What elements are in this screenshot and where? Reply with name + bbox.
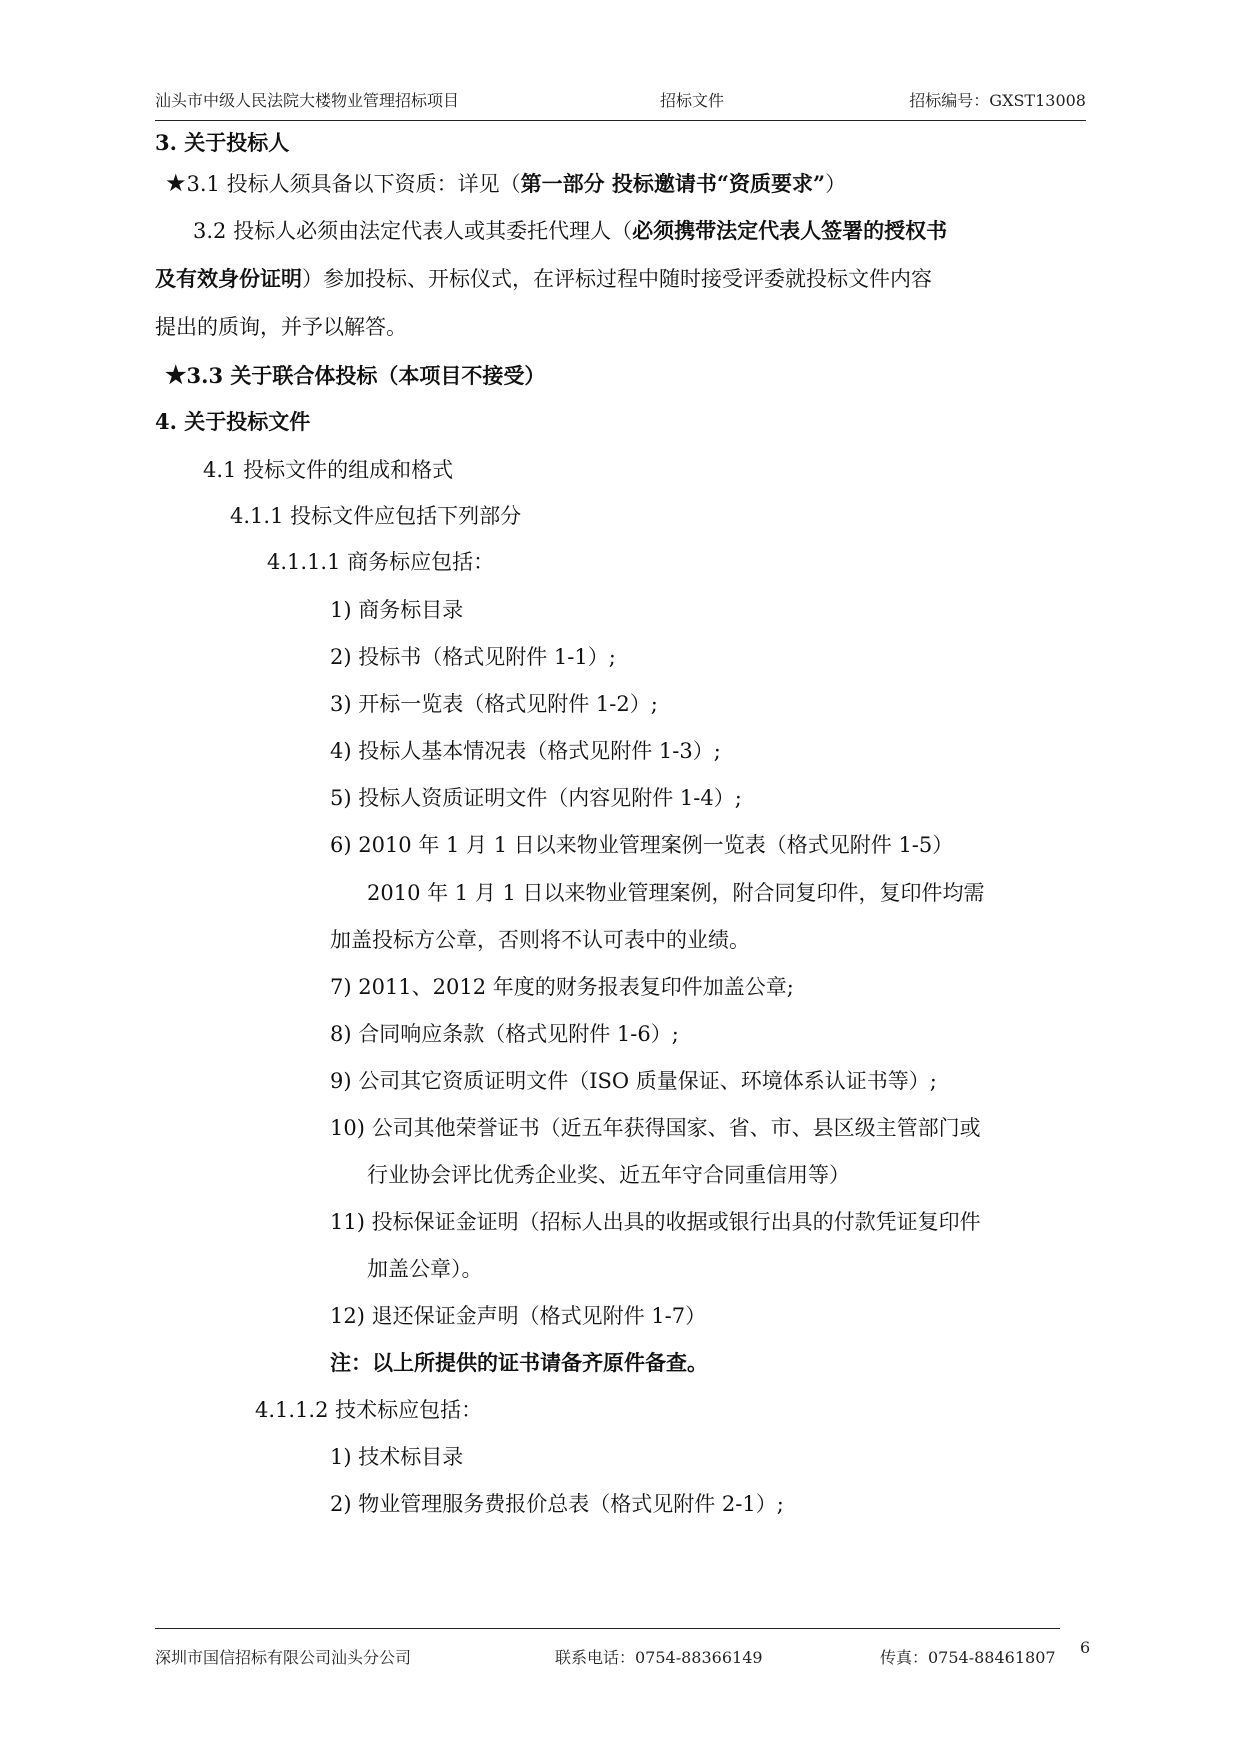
item-4-1-1-1: 4.1.1.1 商务标应包括：	[267, 550, 495, 574]
biz-item: 2) 投标书（格式见附件 1-1）;	[330, 645, 616, 669]
biz-item: 12) 退还保证金声明（格式见附件 1-7）	[330, 1304, 707, 1328]
star-icon: ★	[165, 360, 187, 389]
footer-company: 深圳市国信招标有限公司汕头分公司	[155, 1648, 412, 1667]
biz-item: 6) 2010 年 1 月 1 日以来物业管理案例一览表（格式见附件 1-5）	[330, 833, 954, 857]
footer-phone: 联系电话：0754-88366149	[555, 1648, 763, 1667]
item-4-1: 4.1 投标文件的组成和格式	[203, 458, 454, 482]
header-doc-type: 招标文件	[660, 91, 725, 110]
star-icon: ★	[165, 169, 187, 197]
page-footer	[155, 1628, 1060, 1667]
note: 注：以上所提供的证书请备齐原件备查。	[330, 1350, 708, 1375]
biz-item: 8) 合同响应条款（格式见附件 1-6）;	[330, 1022, 679, 1046]
biz-item: 7) 2011、2012 年度的财务报表复印件加盖公章;	[330, 975, 794, 999]
biz-item: 1) 商务标目录	[330, 598, 464, 622]
item-3-1: ★3.1 投标人须具备以下资质：详见（第一部分 投标邀请书“资质要求”）	[165, 169, 847, 197]
item-3-2-line1: 3.2 投标人必须由法定代表人或其委托代理人（必须携带法定代表人签署的授权书	[193, 218, 948, 243]
header-code: 招标编号：GXST13008	[909, 91, 1086, 110]
biz-item-continuation: 加盖公章）。	[367, 1257, 483, 1281]
page-number: 6	[1080, 1638, 1091, 1657]
item-3-3: ★3.3 关于联合体投标（本项目不接受）	[165, 360, 546, 389]
tech-item: 1) 技术标目录	[330, 1445, 464, 1469]
item-4-1-1: 4.1.1 投标文件应包括下列部分	[230, 504, 522, 528]
item-3-2-line3: 提出的质询，并予以解答。	[155, 315, 407, 339]
biz-item-continuation: 行业协会评比优秀企业奖、近五年守合同重信用等）	[367, 1163, 850, 1187]
biz-item: 9) 公司其它资质证明文件（ISO 质量保证、环境体系认证书等）;	[330, 1069, 937, 1093]
item-3-2-line2: 及有效身份证明）参加投标、开标仪式，在评标过程中随时接受评委就投标文件内容	[155, 266, 932, 291]
section-4-title: 4. 关于投标文件	[155, 409, 311, 434]
item-4-1-1-2: 4.1.1.2 技术标应包括：	[255, 1398, 483, 1422]
header-project: 汕头市中级人民法院大楼物业管理招标项目	[155, 91, 460, 110]
biz-item-continuation: 加盖投标方公章，否则将不认可表中的业绩。	[330, 928, 750, 952]
biz-item-continuation: 2010 年 1 月 1 日以来物业管理案例，附合同复印件，复印件均需	[367, 881, 985, 905]
biz-item: 11) 投标保证金证明（招标人出具的收据或银行出具的付款凭证复印件	[330, 1210, 981, 1234]
biz-item: 3) 开标一览表（格式见附件 1-2）;	[330, 692, 658, 716]
section-3-title: 3. 关于投标人	[155, 130, 290, 155]
page-header	[155, 88, 1086, 121]
biz-item: 5) 投标人资质证明文件（内容见附件 1-4）;	[330, 786, 742, 810]
biz-item: 10) 公司其他荣誉证书（近五年获得国家、省、市、县区级主管部门或	[330, 1116, 981, 1140]
tech-item: 2) 物业管理服务费报价总表（格式见附件 2-1）;	[330, 1492, 784, 1516]
biz-item: 4) 投标人基本情况表（格式见附件 1-3）;	[330, 739, 721, 763]
footer-fax: 传真：0754-88461807	[880, 1648, 1056, 1667]
